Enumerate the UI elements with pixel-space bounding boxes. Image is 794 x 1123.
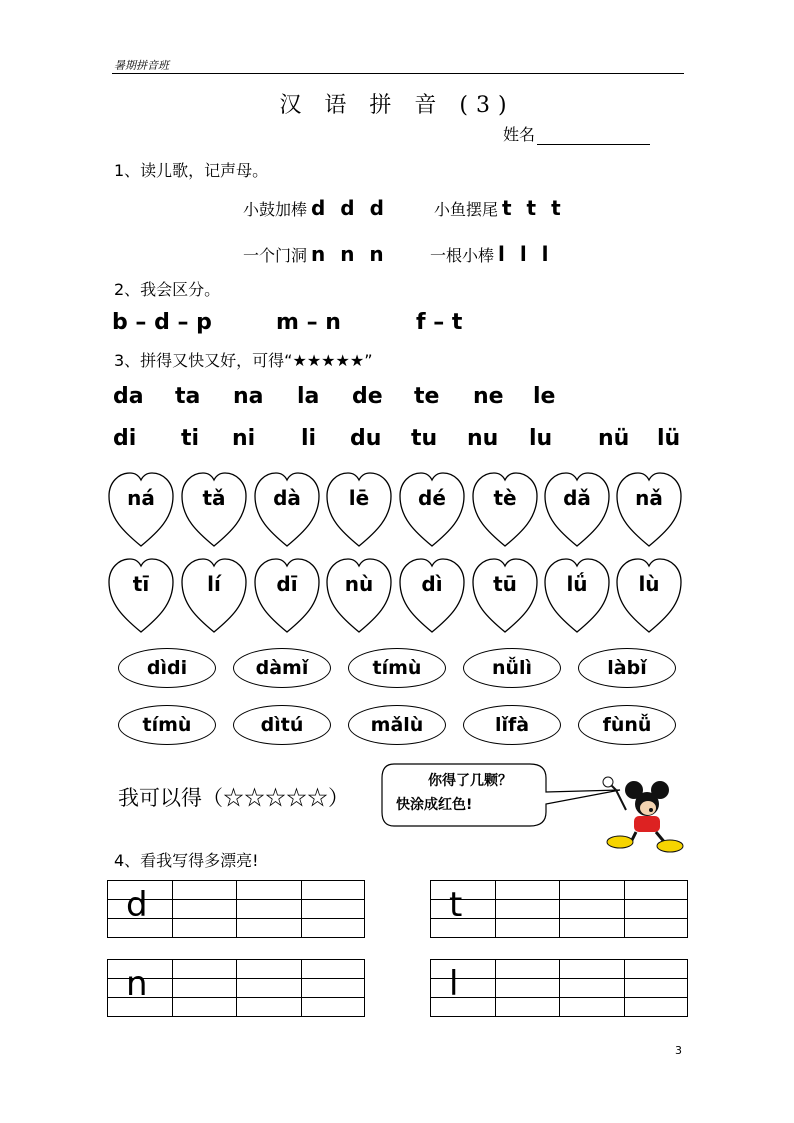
heart-syllable: dǎ	[563, 486, 591, 510]
bubble-line-1: 你得了几颗？	[428, 773, 512, 789]
heart-shape	[106, 556, 176, 636]
heart-syllable: dì	[421, 572, 443, 596]
heart-syllable: lǘ	[566, 572, 588, 596]
syllable: lu	[529, 426, 553, 451]
writing-grid-d[interactable]	[107, 880, 365, 938]
heart-syllable: tī	[132, 572, 150, 596]
syllable: lü	[657, 426, 681, 451]
heart-shape	[106, 470, 176, 550]
heart-shape	[397, 556, 467, 636]
heart-syllable: tǎ	[202, 486, 226, 510]
heart-syllable: lí	[207, 572, 221, 596]
page-number: 3	[675, 1044, 682, 1057]
sample-letter: t	[449, 885, 463, 925]
word-oval: làbǐ	[578, 648, 676, 688]
rhyme-letters: n n n	[311, 242, 388, 266]
rhyme-4	[430, 242, 553, 266]
heart-card	[252, 556, 322, 636]
heart-card	[106, 556, 176, 636]
heart-shape	[252, 470, 322, 550]
writing-grid-l[interactable]	[430, 959, 688, 1017]
heart-card	[542, 470, 612, 550]
rhyme-letters: l l l	[498, 242, 553, 266]
heart-shape	[542, 556, 612, 636]
distinguish-group: m – n	[276, 310, 341, 335]
heart-syllable: ná	[127, 486, 155, 510]
heart-syllable: dī	[276, 572, 298, 596]
word-oval: nǚlì	[463, 648, 561, 688]
section2-heading: 2、我会区分。	[114, 280, 221, 299]
heart-shape	[470, 470, 540, 550]
syllable: nu	[467, 426, 499, 451]
heart-card	[252, 470, 322, 550]
word-oval: tímù	[348, 648, 446, 688]
syllable: de	[352, 384, 383, 409]
heart-syllable: lē	[348, 486, 370, 510]
word-oval: tímù	[118, 705, 216, 745]
heart-card	[470, 556, 540, 636]
word-oval: fùnǚ	[578, 705, 676, 745]
heart-shape	[614, 556, 684, 636]
syllable: tu	[411, 426, 438, 451]
heart-syllable: nù	[344, 572, 374, 596]
heart-card	[470, 470, 540, 550]
sample-letter: d	[126, 885, 148, 925]
heart-syllable: tè	[493, 486, 517, 510]
heart-syllable: nǎ	[635, 486, 663, 510]
word-oval: dìtú	[233, 705, 331, 745]
rhyme-3	[243, 242, 388, 266]
sample-letter: l	[449, 964, 459, 1004]
word-oval: lǐfà	[463, 705, 561, 745]
syllable: di	[113, 426, 137, 451]
heart-card	[542, 556, 612, 636]
syllable: du	[350, 426, 382, 451]
heart-card	[324, 470, 394, 550]
heart-syllable: dà	[273, 486, 301, 510]
sample-letter: n	[126, 964, 148, 1004]
syllable: nü	[598, 426, 630, 451]
writing-grid-t[interactable]	[430, 880, 688, 938]
heart-card	[324, 556, 394, 636]
name-label: 姓名	[503, 125, 536, 144]
mouse-mascot-image	[596, 776, 688, 858]
oval-row-2	[0, 705, 794, 747]
heart-card	[179, 470, 249, 550]
syllable: ni	[232, 426, 256, 451]
heart-card	[614, 470, 684, 550]
heart-syllable: dé	[418, 486, 446, 510]
rhyme-letters: d d d	[311, 196, 388, 220]
distinguish-group: f – t	[416, 310, 463, 335]
heart-shape	[252, 556, 322, 636]
syllable: li	[301, 426, 317, 451]
heart-shape	[179, 470, 249, 550]
header-divider	[112, 73, 684, 74]
syllable: na	[233, 384, 264, 409]
rhyme-text: 小鼓加棒	[243, 200, 308, 219]
header-label: 暑期拼音班	[114, 59, 169, 72]
name-blank	[537, 128, 650, 145]
heart-shape	[179, 556, 249, 636]
score-label: 我可以得（☆☆☆☆☆）	[118, 786, 349, 810]
heart-card	[614, 556, 684, 636]
heart-syllable: tū	[493, 572, 517, 596]
syllable: da	[113, 384, 144, 409]
section3-heading: 3、拼得又快又好，可得“★★★★★”	[114, 351, 373, 370]
heart-shape	[614, 470, 684, 550]
heart-card	[106, 470, 176, 550]
rhyme-2	[434, 196, 565, 220]
name-field	[503, 122, 650, 145]
bubble-line-2: 快涂成红色!	[396, 797, 473, 813]
heart-shape	[542, 470, 612, 550]
rhyme-1	[243, 196, 388, 220]
word-oval: dàmǐ	[233, 648, 331, 688]
distinguish-group: b – d – p	[112, 310, 212, 335]
heart-row-2	[0, 556, 794, 636]
word-oval: dìdi	[118, 648, 216, 688]
heart-card	[397, 470, 467, 550]
heart-shape	[397, 470, 467, 550]
heart-shape	[324, 556, 394, 636]
syllable: ne	[473, 384, 504, 409]
writing-grid-n[interactable]	[107, 959, 365, 1017]
page-title: 汉 语 拼 音 (3)	[279, 93, 515, 118]
syllable: ta	[175, 384, 201, 409]
word-oval: mǎlù	[348, 705, 446, 745]
heart-syllable: lù	[638, 572, 660, 596]
heart-shape	[470, 556, 540, 636]
syllable: la	[297, 384, 320, 409]
heart-row-1	[0, 470, 794, 550]
section1-heading: 1、读儿歌，记声母。	[114, 161, 269, 180]
syllable: ti	[181, 426, 200, 451]
speech-bubble	[380, 760, 630, 836]
rhyme-text: 一根小棒	[430, 246, 495, 265]
syllable: te	[414, 384, 440, 409]
heart-card	[179, 556, 249, 636]
rhyme-text: 小鱼摆尾	[434, 200, 499, 219]
section4-heading: 4、看我写得多漂亮!	[114, 851, 259, 870]
heart-shape	[324, 470, 394, 550]
rhyme-text: 一个门洞	[243, 246, 308, 265]
syllable: le	[533, 384, 556, 409]
heart-card	[397, 556, 467, 636]
oval-row-1	[0, 648, 794, 690]
rhyme-letters: t t t	[502, 196, 565, 220]
